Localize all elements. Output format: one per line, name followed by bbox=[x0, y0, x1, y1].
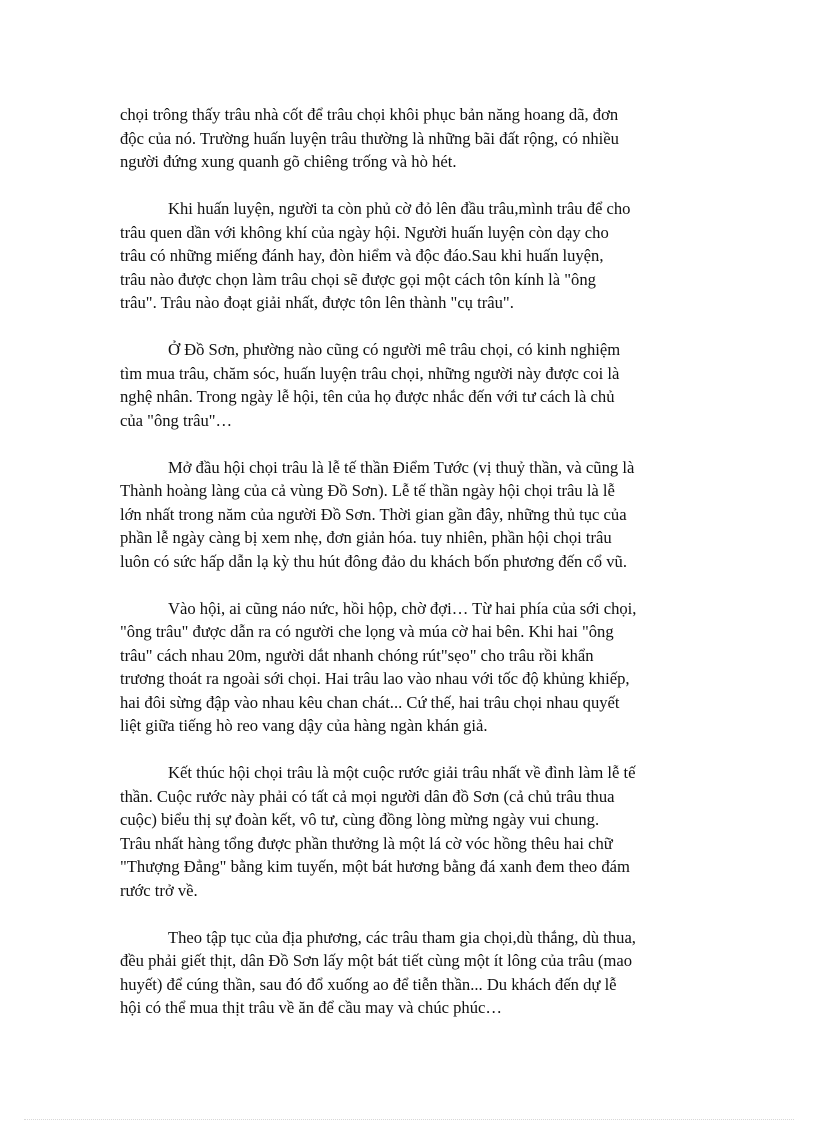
text-line: nghệ nhân. Trong ngày lễ hội, tên của họ được nhắc đến với tư cách là chủ bbox=[120, 387, 615, 406]
text-line: lớn nhất trong năm của người Đồ Sơn. Thời gian gần đây, những thủ tục của bbox=[120, 504, 627, 524]
text-line: Thành hoàng làng của cả vùng Đồ Sơn). Lễ tế thần ngày hội chọi trâu là lễ bbox=[120, 481, 615, 500]
paragraph-6 bbox=[120, 761, 706, 902]
text-line: của "ông trâu"… bbox=[120, 410, 233, 430]
text-line: Khi huấn luyện, người ta còn phủ cờ đỏ lên đầu trâu,mình trâu để cho bbox=[168, 199, 631, 218]
text-line: cuộc) biểu thị sự đoàn kết, vô tư, cùng đồng lòng mừng ngày vui chung. bbox=[120, 810, 600, 829]
text-line: Theo tập tục của địa phương, các trâu tham gia chọi,dù thắng, dù thua, bbox=[168, 927, 636, 947]
text-line: trâu" cách nhau 20m, người dắt nhanh chóng rút"sẹo" cho trâu rồi khẩn bbox=[120, 645, 594, 665]
text-line: trâu quen dần với không khí của ngày hội. Người huấn luyện còn dạy cho bbox=[120, 222, 609, 242]
text-line: liệt giữa tiếng hò reo vang dậy của hàng ngàn khán giả. bbox=[120, 716, 488, 735]
text-line: độc của nó. Trường huấn luyện trâu thường là những bãi đất rộng, có nhiều bbox=[120, 128, 619, 148]
paragraph-2 bbox=[120, 197, 706, 315]
text-line: Vào hội, ai cũng náo nức, hồi hộp, chờ đợi… Từ hai phía của sới chọi, bbox=[168, 598, 637, 618]
text-line: thần. Cuộc rước này phải có tất cả mọi người dân đồ Sơn (cả chủ trâu thua bbox=[120, 786, 615, 806]
text-line: luôn có sức hấp dẫn lạ kỳ thu hút đông đảo du khách bốn phương đến cổ vũ. bbox=[120, 551, 627, 571]
text-line: Kết thúc hội chọi trâu là một cuộc rước giải trâu nhất về đình làm lễ tế bbox=[168, 763, 636, 782]
paragraph-1 bbox=[120, 103, 706, 174]
paragraph-7 bbox=[120, 926, 706, 1020]
text-line: "Thượng Đẳng" bằng kim tuyến, một bát hương bằng đá xanh đem theo đám bbox=[120, 857, 630, 876]
text-line: "ông trâu" được dẫn ra có người che lọng và múa cờ hai bên. Khi hai "ông bbox=[120, 622, 614, 641]
paragraph-4 bbox=[120, 456, 706, 574]
text-line: Mở đầu hội chọi trâu là lễ tế thần Điểm Tước (vị thuỷ thần, và cũng là bbox=[168, 457, 635, 477]
text-line: trâu nào được chọn làm trâu chọi sẽ được gọi một cách tôn kính là "ông bbox=[120, 269, 596, 289]
paragraph-5 bbox=[120, 597, 706, 738]
text-line: trương thoát ra ngoài sới chọi. Hai trâu lao vào nhau với tốc độ khủng khiếp, bbox=[120, 669, 630, 688]
document-body bbox=[120, 103, 706, 1043]
text-line: trâu". Trâu nào đoạt giải nhất, được tôn lên thành "cụ trâu". bbox=[120, 293, 514, 312]
page-bottom-edge bbox=[24, 1119, 794, 1120]
text-line: hội có thể mua thịt trâu về ăn để cầu may và chúc phúc… bbox=[120, 998, 502, 1017]
text-line: trâu có những miếng đánh hay, đòn hiểm và độc đáo.Sau khi huấn luyện, bbox=[120, 246, 604, 265]
text-line: chọi trông thấy trâu nhà cốt để trâu chọi khôi phục bản năng hoang dã, đơn bbox=[120, 105, 619, 124]
text-line: tìm mua trâu, chăm sóc, huấn luyện trâu chọi, những người này được coi là bbox=[120, 363, 620, 383]
text-line: hai đôi sừng đập vào nhau kêu chan chát... Cứ thế, hai trâu chọi nhau quyết bbox=[120, 692, 620, 712]
text-line: Ở Đồ Sơn, phường nào cũng có người mê trâu chọi, có kinh nghiệm bbox=[168, 340, 621, 359]
text-line: rước trở về. bbox=[120, 880, 198, 900]
paragraph-3 bbox=[120, 338, 706, 432]
text-line: phần lễ ngày càng bị xem nhẹ, đơn giản hóa. tuy nhiên, phần hội chọi trâu bbox=[120, 528, 612, 547]
text-line: huyết) để cúng thần, sau đó đổ xuống ao để tiễn thần... Du khách đến dự lễ bbox=[120, 974, 617, 994]
text-line: Trâu nhất hàng tổng được phần thưởng là một lá cờ vóc hồng thêu hai chữ bbox=[120, 833, 613, 853]
text-line: đều phải giết thịt, dân Đồ Sơn lấy một bát tiết cùng một ít lông của trâu (mao bbox=[120, 951, 633, 970]
text-line: người đứng xung quanh gõ chiêng trống và hò hét. bbox=[120, 152, 457, 171]
